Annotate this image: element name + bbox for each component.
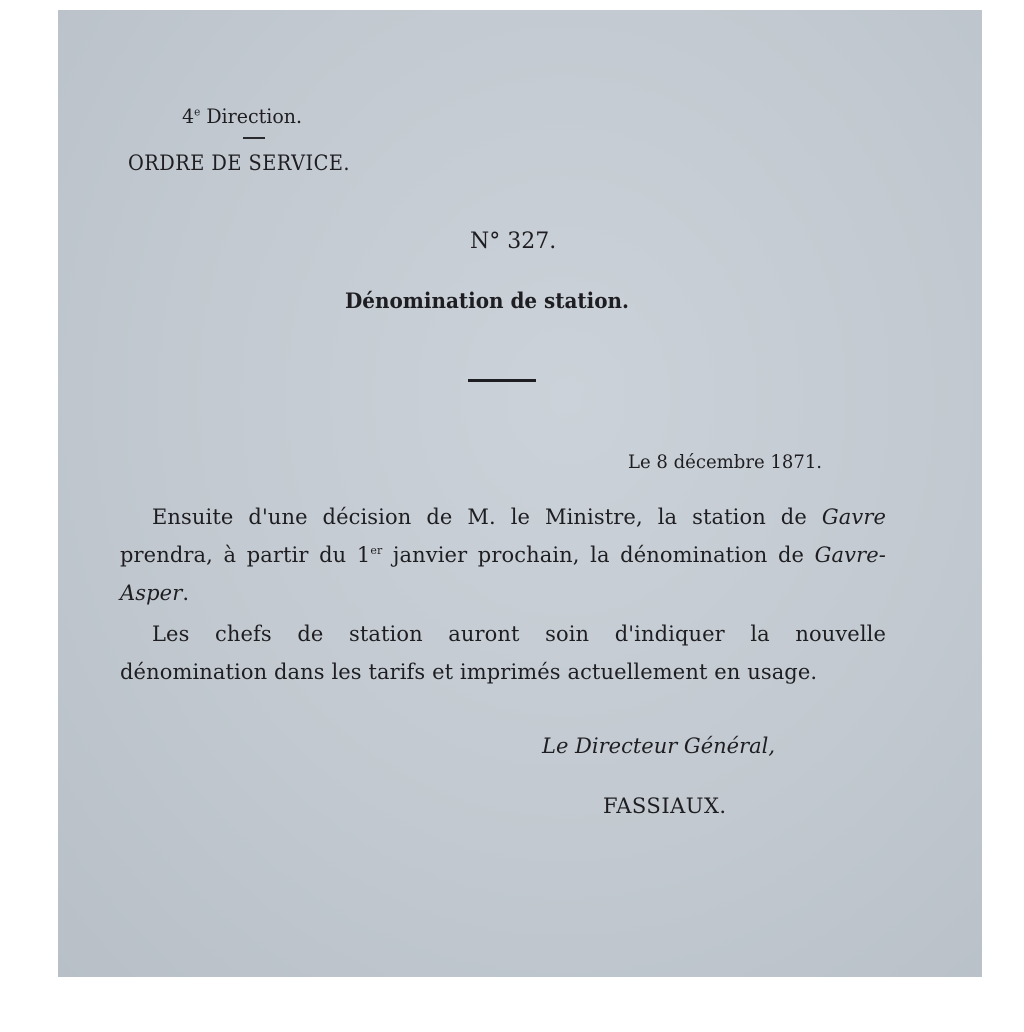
body-paragraph-2: Les chefs de station auront soin d'indiquer la nouvelle dénomination dans les tarifs et imprimés actuellement en usage. (120, 622, 886, 684)
signature-name: FASSIAUX. (603, 794, 727, 818)
station-new-name: Gavre-Asper (120, 543, 886, 605)
signature-title: Le Directeur Général, (542, 734, 776, 758)
order-date: Le 8 décembre 1871. (628, 451, 823, 473)
order-title: Dénomination de station. (345, 288, 629, 313)
station-old-name: Gavre (821, 505, 886, 529)
direction-underline (243, 137, 265, 139)
direction-label: 4e Direction. (182, 104, 303, 128)
order-number: N° 327. (470, 229, 557, 254)
ordre-de-service-label: ORDRE DE SERVICE. (128, 151, 351, 175)
document-page (58, 10, 982, 977)
separator-rule (468, 379, 536, 382)
body-paragraph-1: Ensuite d'une décision de M. le Ministre, la station de Gavre prendra, à partir du 1er janvier prochain, la dénomination de Gavre-Asper. (120, 505, 886, 605)
